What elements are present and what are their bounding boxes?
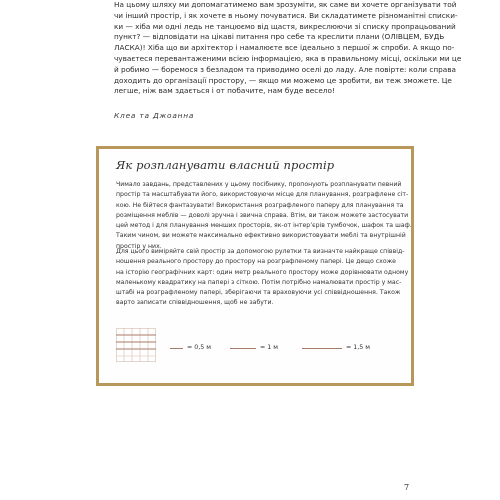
intro-line: й робимо — боремося з безладом та приводимо оселі до ладу. Але повірте: коли справа [114, 64, 457, 74]
intro-line: На цьому шляху ми допомагатимемо вам зрозуміти, як саме ви хочете організувати той [114, 0, 457, 9]
paragraph-line: Для цього виміряйте свій простір за допомогою рулетки та визначте найкраще співвід- [116, 248, 405, 255]
intro-line: чи інший простір, і як хочете в ньому почуватися. Ви складатимете різноманітні списки- [114, 10, 458, 20]
scale-label: = 1 м [260, 344, 279, 351]
intro-text [114, 0, 462, 97]
paragraph-line: кою. Не бійтеся фантазувати! Використання розграфленого паперу для планування та [116, 201, 404, 209]
tip-box [96, 146, 414, 386]
paragraph-line: штабі на розграфленому папері, зберігаючи та враховуючи усі співвідношення. Також [116, 289, 401, 297]
paragraph-line: маленькому квадратику на папері з сіткою. Потім потрібно намалювати простір у мас- [116, 278, 402, 286]
paragraph-line: Чимало завдань, представлених у цьому посібнику, пропонують розпланувати певний [116, 181, 402, 188]
paragraph-line: ношення реального простору до простору на розграфленому папері. Це дещо схоже [116, 258, 396, 266]
paragraph-line: простір та масштабувати його, використовуючи місце для планування, розграфлене сіт- [116, 191, 409, 199]
scale-line [170, 348, 183, 349]
intro-line: ЛАСКА)! Хіба що ви архітектор і намалюєте все ідеально з першої ж спроби. А якщо по- [114, 43, 455, 53]
signature: Клеа та Джоанна [114, 111, 195, 120]
paragraph-line: простір у них. [116, 242, 162, 250]
paragraph-line: варто записати співвідношення, щоб не забути. [116, 299, 274, 307]
intro-line: чуваєтеся перевантаженими всією інформацією, яка в правильному місці, оскільки ми це [114, 53, 462, 63]
intro-line: ки — хіба ми одні ледь не танцюємо від щастя, викреслюючи зі списку пропрацьований [114, 21, 456, 31]
paragraph-line: розміщення меблів — доволі зручна і звична справа. Втім, ви також можете застосувати [116, 211, 409, 219]
scale-label: = 0,5 м [187, 344, 212, 351]
page-number: 7 [404, 483, 410, 492]
scale-one-meter [230, 344, 290, 354]
paragraph-line: Таким чином, ви можете максимально ефективно використовувати меблі та внутрішній [116, 232, 406, 240]
scale-line [230, 348, 256, 349]
scale-line [302, 348, 342, 349]
box-title: Як розпланувати власний простір [116, 158, 335, 172]
paragraph-line: цей метод і для планування менших просторів, як-от інтер’єрів тумбочок, шафок та шаф. [116, 222, 412, 230]
grid-paper-sample [116, 328, 156, 362]
scale-label: = 1,5 м [346, 344, 371, 351]
intro-line: легше, ніж вам здається і от побачите, нам буде весело! [114, 86, 335, 96]
intro-line: доходить до організації простору, — якщо ми можемо це зробити, ви теж зможете. Це [114, 75, 452, 85]
box-paragraph-2 [116, 247, 409, 309]
scale-legend [116, 328, 406, 362]
scale-half-meter [170, 344, 230, 354]
scale-one-and-half-meter [302, 344, 392, 354]
paragraph-line: на історію географічних карт: один метр реального простору може дорівнювати одному [116, 268, 409, 276]
intro-line: пункт? — відповідати на цікаві питання про себе та креслити плани (ОЛІВЦЕМ, БУДЬ [114, 32, 445, 42]
box-paragraph-1 [116, 180, 412, 252]
